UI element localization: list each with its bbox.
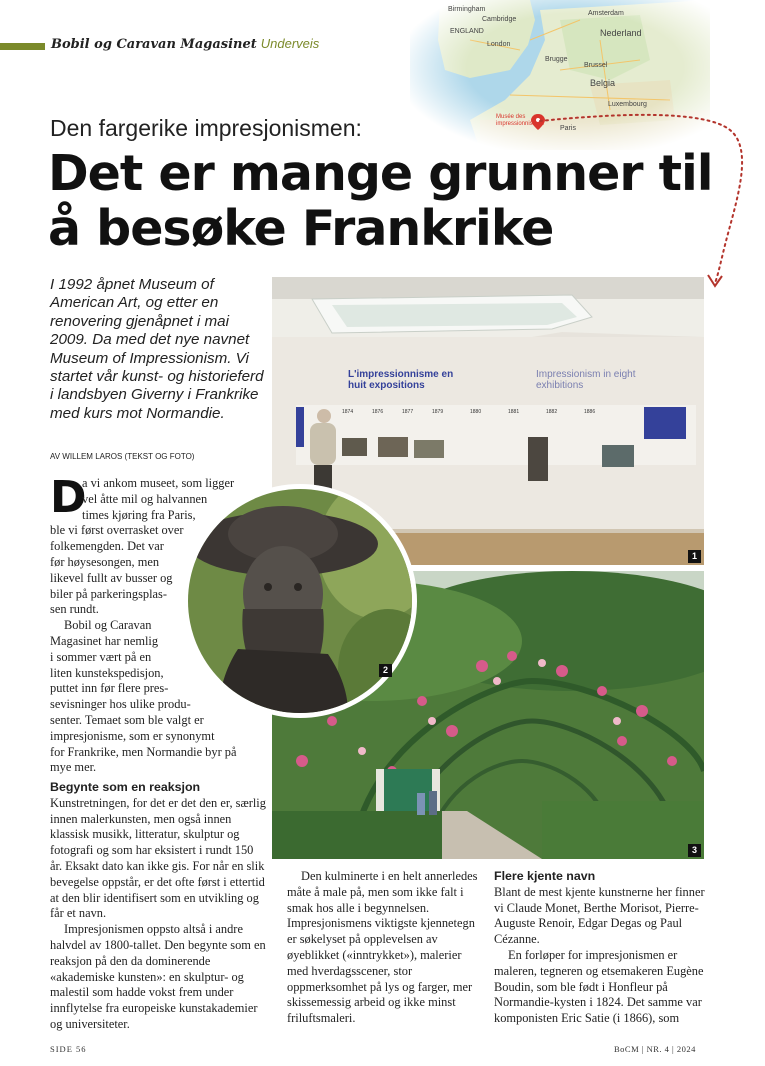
paragraph: Kunstretningen, for det er det den er, særlig innen malerkunsten, men også innen klassisk musikk, litteratur, skulptur og fotografi og som har eksistert i rundt 150 år. Eksakt dato kan ikke gis. For når en slik bevegelse oppstår, er det ofte først i ettertid at den blir identifisert som en utvikling og får et navn. (50, 795, 266, 921)
timeline-year: 1877 (402, 409, 414, 415)
text-line: sen rundt. (50, 602, 99, 617)
timeline-year: 1886 (584, 409, 596, 415)
map-label: Birmingham (448, 6, 486, 13)
article-kicker: Den fargerike impresjonismen: (50, 115, 362, 141)
map-label: ENGLAND (450, 28, 484, 35)
text-line: senter. Temaet som ble valgt er (50, 712, 204, 727)
text-line: Bobil og Caravan (64, 618, 152, 633)
map-label: Paris (560, 125, 576, 132)
map-label: Brugge (545, 56, 568, 63)
text-line: for Frankrike, men Normandie byr på (50, 744, 237, 759)
text-line: folkemengden. Det var (50, 539, 164, 554)
magazine-brand: Bobil og Caravan Magasinet (51, 37, 257, 52)
text-line: før høysesongen, men (50, 554, 160, 569)
timeline-year: 1874 (342, 409, 354, 415)
timeline-year: 1879 (432, 409, 444, 415)
map-label: Luxembourg (608, 101, 647, 108)
photo-number-badge: 3 (688, 844, 701, 857)
page-number: SIDE 56 (50, 1044, 87, 1054)
map-label: Belgia (590, 78, 616, 88)
article-intro: I 1992 åpnet Museum of American Art, og etter en renovering gjenåpnet i mai 2009. Da med det nye navnet Museum of Impressionism. Vi startet vår kunst- og historieferd i landsbyen Giverny i Frankrike med kurs mot Normandie. (50, 276, 264, 422)
paragraph: Impresjonismen oppsto altså i andre halvdel av 1800-tallet. Den begynte som en reaksjon på den da dominerende «akademiske kunsten»: en skulptur- og malestil som hadde vokst frem under innflytelse fra europeiske kunstakademier og universiteter. (50, 922, 266, 1031)
text-line: biler på parkeringsplas- (50, 586, 167, 601)
magazine-header (51, 36, 319, 52)
map-label: Musée des impressionnismes (496, 114, 545, 127)
byline: AV WILLEM LAROS (TEKST OG FOTO) (50, 452, 195, 461)
timeline-year: 1882 (546, 409, 558, 415)
map-label: Cambridge (482, 16, 517, 23)
column-2 (287, 869, 483, 1027)
timeline-year: 1876 (372, 409, 384, 415)
wall-title-french: L'impressionnisme en huit expositions (348, 369, 454, 391)
subheading: Begynte som en reaksjon (50, 780, 201, 794)
photo-number-badge: 1 (688, 550, 701, 563)
photo-number-badge: 2 (379, 664, 392, 677)
text-line: a vi ankom museet, som ligger (82, 476, 235, 490)
map-label: Brussel (584, 62, 608, 69)
issue-info: BoCM | NR. 4 | 2024 (614, 1044, 696, 1054)
text-line: vel åtte mil og halvannen (82, 491, 208, 506)
timeline-years (342, 409, 614, 415)
map-label: Amsterdam (588, 10, 624, 17)
column-1-opening (50, 472, 265, 776)
timeline-year: 1881 (508, 409, 520, 415)
paragraph: Blant de mest kjente kunstnerne her finner vi Claude Monet, Berthe Morisot, Pierre-Auguste Renoir, Edgar Degas og Paul Cézanne. (494, 884, 705, 947)
text-line: times kjøring fra Paris, (82, 507, 196, 522)
text-line: mye mer. (50, 760, 97, 775)
map-label: Nederland (600, 28, 642, 38)
paragraph: En forløper for impresjonismen er maleren, tegneren og etsemakeren Eugène Boudin, som ble født i Honfleur på Normandie-kysten i 1824. Det samme var komponisten Eric Satie (i 1866), som (494, 947, 704, 1026)
text-line: ble vi først overrasket over (50, 523, 184, 538)
text-line: puttet inn før flere pres- (50, 681, 169, 696)
map-label: London (487, 41, 511, 48)
text-line: liten kunstekspedisjon, (50, 665, 164, 680)
section-label: Underveis (260, 36, 320, 51)
text-line: likevel fullt av busser og (50, 570, 173, 585)
wall-title-english: Impressionism in eight exhibitions (536, 369, 636, 391)
drop-cap: D (50, 472, 87, 523)
subheading: Flere kjente navn (494, 869, 596, 883)
text-line: Magasinet har nemlig (50, 633, 159, 648)
paragraph: Den kulminerte i en helt annerledes måte å male på, men som ikke falt i smak hos alle i begynnelsen. Impresjonismens viktigste kjennetegn er søkelyset på opplevelsen av øyeblikket («inntrykket»), malerier med hverdagsscener, stor oppmerksomhet på lys og farger, mer skissemessig arbeid og ikke minst friluftsmaleri. (287, 869, 478, 1026)
text-line: i sommer vært på en (50, 649, 152, 664)
text-line: impresjonisme, som er synonymt (50, 728, 215, 743)
column-3 (494, 869, 705, 1027)
article-headline: Det er mange grunner til å besøke Frankrike (48, 145, 713, 257)
text-line: sevisninger hos ulike produ- (50, 697, 191, 712)
section-accent-bar (0, 43, 45, 50)
timeline-year: 1880 (470, 409, 482, 415)
column-1-continued (50, 780, 267, 1033)
